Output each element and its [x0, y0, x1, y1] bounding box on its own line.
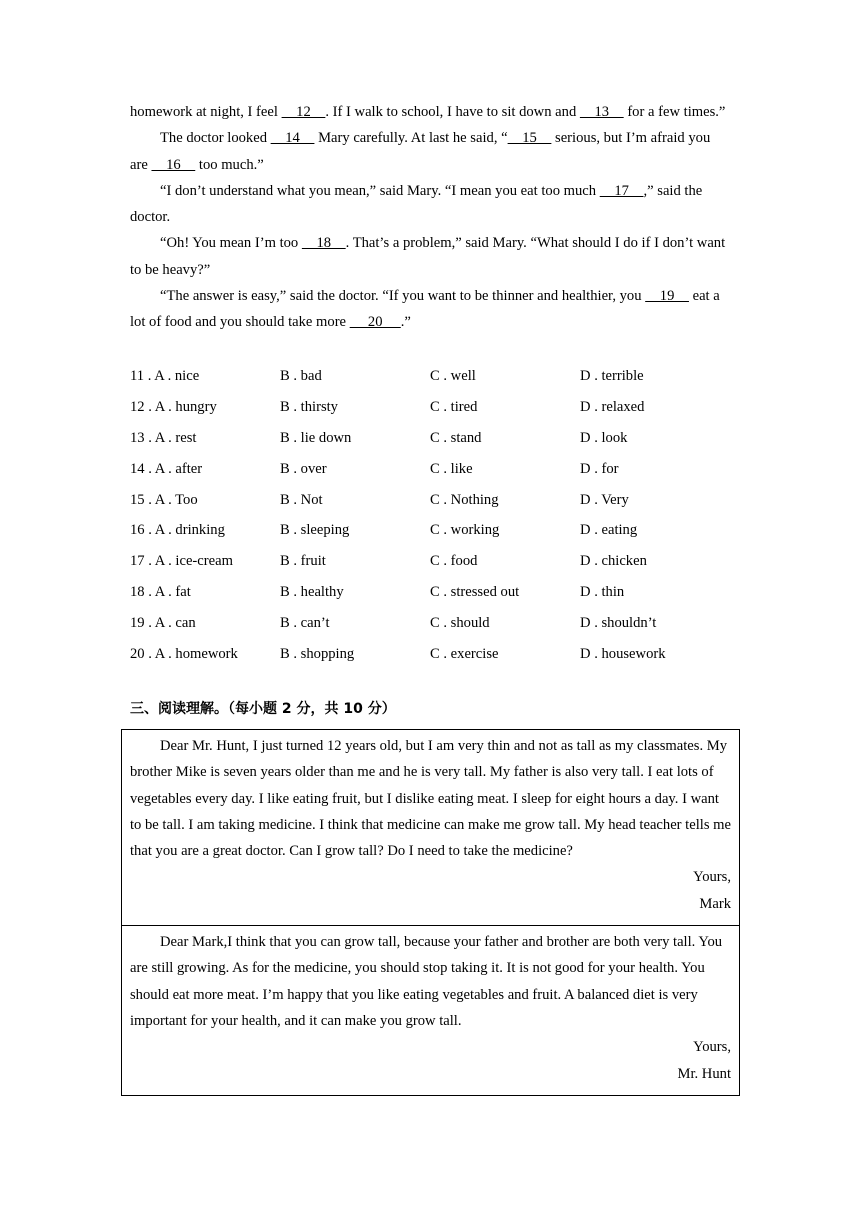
- passage-paragraph: [130, 283, 730, 336]
- passage-paragraph: [130, 99, 730, 125]
- option-b[interactable]: B . fruit: [280, 553, 326, 570]
- option-d[interactable]: D . terrible: [580, 368, 644, 384]
- letter-from-mark: [122, 730, 739, 925]
- passage-text: “The answer is easy,” said the doctor. “If you want to be thinner and healthier, you: [160, 288, 646, 305]
- answer-options: [130, 361, 730, 670]
- cloze-passage: [130, 99, 730, 336]
- option-b[interactable]: B . sleeping: [280, 522, 350, 539]
- section-heading: 三、阅读理解。（每小题 2 分，共 10 分）: [130, 701, 396, 717]
- option-d[interactable]: D . shouldn’t: [580, 615, 657, 632]
- blank-13: 13: [579, 104, 624, 120]
- passage-paragraph: [130, 230, 730, 283]
- option-b[interactable]: B . healthy: [280, 584, 344, 601]
- letters-box: [121, 729, 740, 1096]
- passage-text: homework at night, I feel: [130, 104, 282, 120]
- letter-closing: Yours,: [693, 1039, 731, 1056]
- letter-closing: Yours,: [693, 869, 731, 886]
- option-c[interactable]: C . exercise: [430, 646, 499, 663]
- option-a[interactable]: 13 . A . rest: [130, 429, 197, 446]
- option-a[interactable]: 20 . A . homework: [130, 646, 238, 663]
- option-c[interactable]: C . food: [430, 553, 478, 570]
- blank-19: 19: [645, 288, 689, 305]
- option-row: [130, 361, 730, 392]
- option-row: [130, 454, 730, 485]
- option-row: [130, 392, 730, 423]
- passage-paragraph: [130, 125, 730, 178]
- passage-text: The doctor looked: [160, 130, 271, 147]
- option-c[interactable]: C . tired: [430, 398, 478, 415]
- option-c[interactable]: C . Nothing: [430, 491, 499, 508]
- blank-15: 15: [507, 130, 552, 147]
- option-row: [130, 608, 730, 639]
- passage-text: “I don’t understand what you mean,” said Mary. “I mean you eat too much: [160, 182, 600, 199]
- letter-signer: Mark: [699, 895, 731, 912]
- passage-text: eat a lot of food and you should take more: [130, 288, 720, 331]
- blank-18: 18: [301, 235, 346, 252]
- passage-text: for a few times.”: [623, 104, 726, 120]
- option-b[interactable]: B . over: [280, 460, 327, 477]
- blank-17: 17: [599, 182, 644, 199]
- option-c[interactable]: C . should: [430, 615, 490, 632]
- option-row: [130, 423, 730, 454]
- option-b[interactable]: B . lie down: [280, 429, 352, 446]
- blank-12: 12: [281, 104, 326, 120]
- option-d[interactable]: D . look: [580, 429, 628, 446]
- passage-paragraph: [130, 178, 730, 231]
- passage-text: “Oh! You mean I’m too: [160, 235, 302, 252]
- passage-text: too much.”: [195, 156, 264, 173]
- option-c[interactable]: C . stressed out: [430, 584, 520, 601]
- letter-body: Dear Mark,I think that you can grow tall, because your father and brother are both very tall. You are still growing. As for the medicine, you should stop taking it. It is not good for your health. You should eat more meat. I’m happy that you like eating vegetables and fruit. A balanced diet is very important for your health, and it can make you grow tall.: [130, 934, 723, 1029]
- option-b[interactable]: B . shopping: [280, 646, 355, 663]
- option-a[interactable]: 14 . A . after: [130, 460, 203, 477]
- option-c[interactable]: C . working: [430, 522, 500, 539]
- option-d[interactable]: D . chicken: [580, 553, 647, 570]
- option-c[interactable]: C . well: [430, 368, 476, 384]
- option-a[interactable]: 18 . A . fat: [130, 584, 191, 601]
- option-row: [130, 485, 730, 516]
- option-a[interactable]: 15 . A . Too: [130, 491, 198, 508]
- option-d[interactable]: D . thin: [580, 584, 625, 601]
- option-b[interactable]: B . Not: [280, 491, 323, 508]
- letter-signer: Mr. Hunt: [677, 1065, 731, 1082]
- letter-body: Dear Mr. Hunt, I just turned 12 years old, but I am very thin and not as tall as my classmates. My brother Mike is seven years older than me and he is very tall. My father is also very tall. I eat lots of vegetables every day. I like eating fruit, but I dislike eating meat. I sleep for eight hours a day. I want to be tall. I am taking medicine. I think that medicine can make me grow tall. My head teacher tells me that you are a great doctor. Can I grow tall? Do I need to take the medicine?: [130, 738, 731, 860]
- passage-text: serious, but I’m afraid you are: [130, 130, 711, 173]
- letter-from-mr-hunt: [122, 925, 739, 1095]
- passage-text: . That’s a problem,” said Mary. “What should I do if I don’t want to be heavy?”: [130, 235, 726, 278]
- option-b[interactable]: B . thirsty: [280, 398, 338, 415]
- option-c[interactable]: C . stand: [430, 429, 482, 446]
- blank-16: 16: [151, 156, 196, 173]
- option-row: [130, 577, 730, 608]
- blank-20: 20: [349, 314, 401, 331]
- passage-text: . If I walk to school, I have to sit down and: [325, 104, 580, 120]
- option-row: [130, 639, 730, 670]
- blank-14: 14: [270, 130, 315, 147]
- option-row: [130, 515, 730, 546]
- option-a[interactable]: 16 . A . drinking: [130, 522, 225, 539]
- option-d[interactable]: D . relaxed: [580, 398, 645, 415]
- option-a[interactable]: 19 . A . can: [130, 615, 196, 632]
- option-d[interactable]: D . eating: [580, 522, 638, 539]
- passage-text: ,” said the doctor.: [130, 182, 703, 226]
- option-c[interactable]: C . like: [430, 460, 473, 477]
- option-a[interactable]: 17 . A . ice-cream: [130, 553, 233, 570]
- passage-text: .”: [400, 314, 411, 331]
- option-d[interactable]: D . housework: [580, 646, 666, 663]
- option-d[interactable]: D . Very: [580, 491, 629, 508]
- option-a[interactable]: 11 . A . nice: [130, 368, 200, 384]
- option-b[interactable]: B . bad: [280, 368, 322, 384]
- option-d[interactable]: D . for: [580, 460, 619, 477]
- option-a[interactable]: 12 . A . hungry: [130, 398, 217, 415]
- option-row: [130, 546, 730, 577]
- option-b[interactable]: B . can’t: [280, 615, 330, 632]
- passage-text: Mary carefully. At last he said, “: [314, 130, 508, 147]
